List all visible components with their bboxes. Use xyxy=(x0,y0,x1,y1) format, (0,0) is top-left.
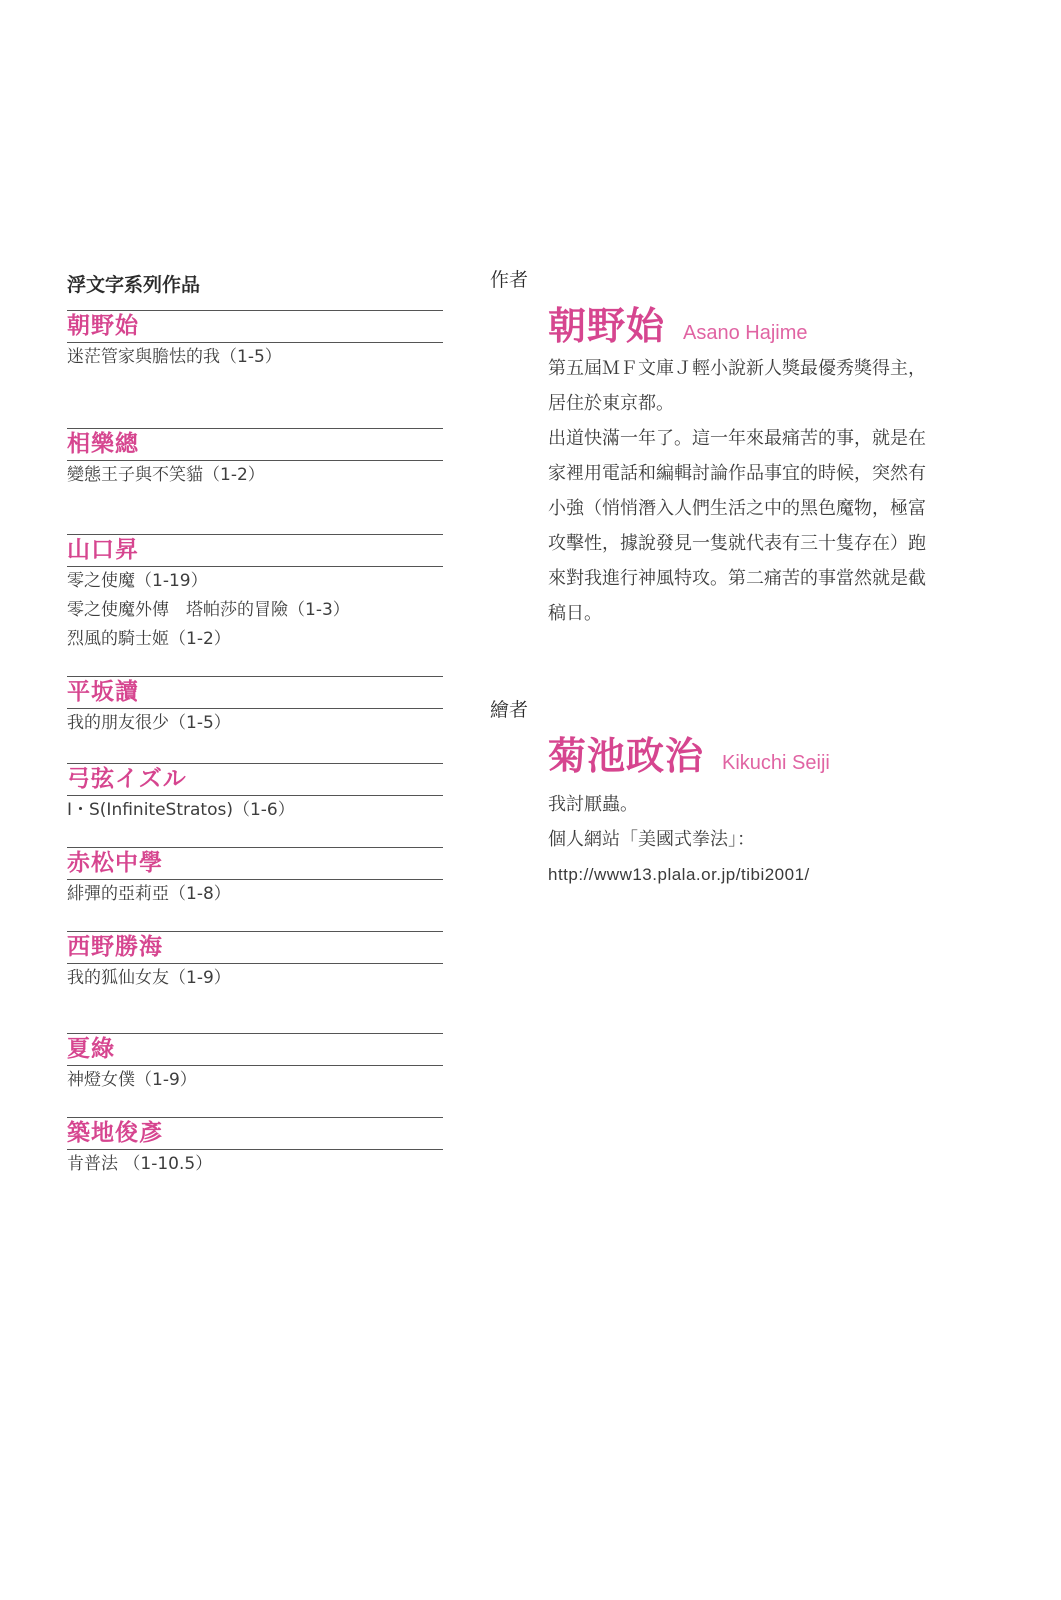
illustrator-name: 菊池政治 xyxy=(548,734,705,778)
author-list xyxy=(67,310,443,1179)
author-block xyxy=(67,534,443,654)
author-name: 山口昇 xyxy=(67,535,443,567)
author-bio xyxy=(548,351,988,631)
author-role-label: 作者 xyxy=(490,269,529,291)
work-title: 我的狐仙女友（1-9） xyxy=(67,968,231,988)
illustrator-role-label: 繪者 xyxy=(490,699,529,721)
website-link[interactable]: http://www13.plala.or.jp/tibi2001/ xyxy=(548,865,810,884)
author-block xyxy=(67,931,443,993)
profiles xyxy=(490,265,1010,892)
author-block xyxy=(67,763,443,825)
work-title: 神燈女僕（1-9） xyxy=(67,1070,197,1090)
author-profile xyxy=(490,265,1010,631)
bio-line: 來對我進行神風特攻。第二痛苦的事當然就是截 xyxy=(548,568,926,589)
author-name: 平坂讀 xyxy=(67,677,443,709)
author-block xyxy=(67,428,443,490)
series-list xyxy=(67,270,443,1179)
author-name: 赤松中學 xyxy=(67,848,443,880)
bio-line: 我討厭蟲。 xyxy=(548,794,638,815)
illustrator-name-row xyxy=(548,725,1010,781)
work-title: 零之使魔（1-19） xyxy=(67,571,208,591)
author-name: 築地俊彥 xyxy=(67,1118,443,1150)
work-title: I・S(InfiniteStratos)（1-6） xyxy=(67,800,295,820)
bio-line: 居住於東京都。 xyxy=(548,393,674,414)
author-block xyxy=(67,310,443,372)
bio-line: 家裡用電話和編輯討論作品事宜的時候，突然有 xyxy=(548,463,926,484)
author-block xyxy=(67,676,443,738)
author-block xyxy=(67,847,443,909)
author-name: 弓弦イズル xyxy=(67,764,443,796)
author-name: 朝野始 xyxy=(548,304,666,348)
work-title: 肯普法 （1-10.5） xyxy=(67,1154,213,1174)
bio-line: 個人網站「美國式拳法」： xyxy=(548,829,755,850)
author-romaji: Asano Hajime xyxy=(683,322,808,344)
author-name: 西野勝海 xyxy=(67,932,443,964)
bio-line: 稿日。 xyxy=(548,603,602,624)
author-name: 朝野始 xyxy=(67,311,443,343)
work-title: 烈風的騎士姬（1-2） xyxy=(67,629,231,649)
work-title: 緋彈的亞莉亞（1-8） xyxy=(67,884,231,904)
illustrator-romaji: Kikuchi Seiji xyxy=(722,752,830,774)
author-block xyxy=(67,1033,443,1095)
author-block xyxy=(67,1117,443,1179)
bio-line: 出道快滿一年了。這一年來最痛苦的事，就是在 xyxy=(548,428,926,449)
bio-line: 攻擊性，據說發見一隻就代表有三十隻存在）跑 xyxy=(548,533,926,554)
illustrator-profile xyxy=(490,695,1010,892)
bio-line: 第五屆ＭＦ文庫Ｊ輕小說新人獎最優秀獎得主， xyxy=(548,358,926,379)
work-title: 我的朋友很少（1-5） xyxy=(67,713,231,733)
author-name: 相樂總 xyxy=(67,429,443,461)
work-title: 迷茫管家與膽怯的我（1-5） xyxy=(67,347,282,367)
author-name-row xyxy=(548,295,1010,351)
bio-line: 小強（悄悄潛入人們生活之中的黑色魔物，極富 xyxy=(548,498,926,519)
illustrator-bio xyxy=(548,787,988,892)
work-title: 變態王子與不笑貓（1-2） xyxy=(67,465,265,485)
series-heading: 浮文字系列作品 xyxy=(67,274,201,296)
work-title: 零之使魔外傳 塔帕莎的冒險（1-3） xyxy=(67,600,350,620)
author-name: 夏綠 xyxy=(67,1034,443,1066)
